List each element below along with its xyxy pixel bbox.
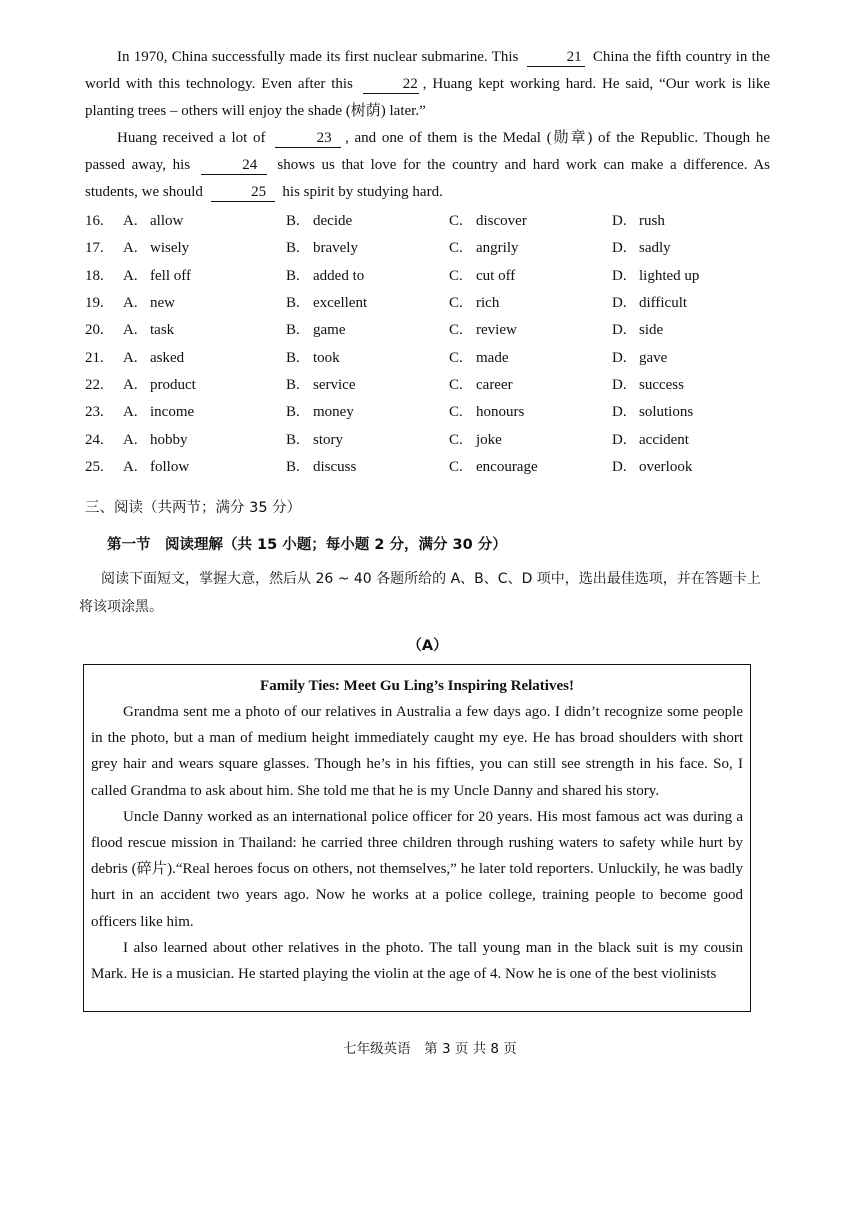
options-list xyxy=(85,208,770,481)
option-c[interactable]: C. made xyxy=(449,349,509,366)
cloze-text: China the fifth country in the world with this technology. Even after this xyxy=(85,49,771,92)
option-b[interactable]: B. money xyxy=(286,404,354,421)
option-b[interactable]: B. bravely xyxy=(286,240,358,257)
subsection-title xyxy=(107,532,770,559)
option-c[interactable]: C. joke xyxy=(449,431,502,448)
option-b[interactable]: B. added to xyxy=(286,267,365,284)
question-row-19 xyxy=(85,290,770,317)
option-d[interactable]: D. rush xyxy=(612,213,665,230)
blank-22: 22 xyxy=(363,75,419,94)
option-c[interactable]: C. review xyxy=(449,322,517,339)
option-d[interactable]: D. overlook xyxy=(612,458,693,475)
passage-paragraph-2: Uncle Danny worked as an international police officer for 20 years. His most famous act was during a flood rescue mission in Thailand: he carried three children through rushing waters to safety while hurt by debris (碎片).“Real heroes focus on others, not themselves,” he later told reporters. Unluckily, he was badly hurt in an accident two years ago. Now he works at a police college, training people to become good officers like him. xyxy=(91,808,743,930)
question-number: 16. xyxy=(85,213,104,230)
question-number: 23. xyxy=(85,404,104,421)
option-b[interactable]: B. discuss xyxy=(286,458,357,475)
cloze-text: Huang received a lot of xyxy=(117,130,266,146)
option-c[interactable]: C. angrily xyxy=(449,240,519,257)
option-a[interactable]: A. wisely xyxy=(123,240,190,257)
cloze-text: , and one of them is the Medal (勋章) of the Republic. Though he passed away, his xyxy=(85,130,770,173)
option-a[interactable]: A. hobby xyxy=(123,431,188,448)
question-row-16 xyxy=(85,208,770,235)
passage-label: （A） xyxy=(407,637,448,654)
option-b[interactable]: B. service xyxy=(286,376,356,393)
option-c[interactable]: C. discover xyxy=(449,213,527,230)
passage-paragraph-3: I also learned about other relatives in the photo. The tall young man in the black suit is my cousin Mark. He is a musician. He started playing the violin at the age of 4. Now he is one of the best violinists xyxy=(91,939,743,983)
option-d[interactable]: D. accident xyxy=(612,431,689,448)
passage-title: Family Ties: Meet Gu Ling’s Inspiring Relatives! xyxy=(260,678,574,694)
question-number: 20. xyxy=(85,322,104,339)
question-number: 19. xyxy=(85,295,104,312)
option-c[interactable]: C. honours xyxy=(449,404,525,421)
blank-24: 24 xyxy=(201,156,267,175)
option-a[interactable]: A. fell off xyxy=(123,267,191,284)
option-a[interactable]: A. product xyxy=(123,376,196,393)
reading-instruction: 阅读下面短文，掌握大意，然后从 26 ~ 40 各题所给的 A、B、C、D 项中，选出最佳选项，并在答题卡上将该项涂黑。 xyxy=(79,570,761,615)
question-row-17 xyxy=(85,235,770,262)
cloze-text: In 1970, China successfully made its first nuclear submarine. This xyxy=(117,49,519,65)
option-d[interactable]: D. side xyxy=(612,322,664,339)
question-number: 17. xyxy=(85,240,104,257)
subsection-name: 第一节 阅读理解 xyxy=(107,536,223,553)
option-d[interactable]: D. gave xyxy=(612,349,668,366)
passage-box xyxy=(83,664,751,1012)
option-b[interactable]: B. took xyxy=(286,349,340,366)
option-d[interactable]: D. lighted up xyxy=(612,267,700,284)
option-d[interactable]: D. success xyxy=(612,376,684,393)
option-a[interactable]: A. income xyxy=(123,404,195,421)
option-b[interactable]: B. game xyxy=(286,322,346,339)
cloze-text: his spirit by studying hard. xyxy=(282,184,443,200)
option-c[interactable]: C. career xyxy=(449,376,513,393)
question-row-24 xyxy=(85,426,770,453)
option-d[interactable]: D. solutions xyxy=(612,404,694,421)
question-number: 21. xyxy=(85,349,104,366)
page-footer: 七年级英语 第 3 页 共 8 页 xyxy=(343,1041,517,1057)
question-row-23 xyxy=(85,399,770,426)
blank-21: 21 xyxy=(527,48,585,67)
section-title: 三、阅读（共两节；满分 35 分） xyxy=(85,499,302,516)
passage-paragraph-1: Grandma sent me a photo of our relatives in Australia a few days ago. I didn’t recognize some people in the photo, but a man of medium height immediately caught my eye. He has broad shoulders with short grey hair and wears square glasses. Though he’s in his fifties, you can still see strength in his face. So, I called Grandma to ask about him. She told me that he is my Uncle Danny and shared his story. xyxy=(91,704,743,799)
cloze-paragraph-2 xyxy=(85,125,770,206)
option-c[interactable]: C. rich xyxy=(449,295,500,312)
question-number: 18. xyxy=(85,267,104,284)
question-number: 24. xyxy=(85,431,104,448)
option-b[interactable]: B. decide xyxy=(286,213,353,230)
cloze-paragraph-1 xyxy=(85,44,770,125)
option-c[interactable]: C. encourage xyxy=(449,458,538,475)
option-a[interactable]: A. new xyxy=(123,295,175,312)
option-b[interactable]: B. excellent xyxy=(286,295,368,312)
option-a[interactable]: A. asked xyxy=(123,349,185,366)
option-d[interactable]: D. sadly xyxy=(612,240,671,257)
blank-25: 25 xyxy=(211,183,275,202)
option-c[interactable]: C. cut off xyxy=(449,267,516,284)
question-row-25 xyxy=(85,454,770,481)
exam-page xyxy=(79,44,771,660)
question-number: 25. xyxy=(85,458,104,475)
subsection-scoring: （共 15 小题；每小题 2 分，满分 30 分） xyxy=(223,536,507,553)
question-row-22 xyxy=(85,372,770,399)
blank-23: 23 xyxy=(275,129,341,148)
question-row-20 xyxy=(85,317,770,344)
cloze-text: shows us that love for the country and hard work can make a difference. As students, we should xyxy=(85,157,771,200)
question-row-21 xyxy=(85,344,770,371)
option-b[interactable]: B. story xyxy=(286,431,343,448)
option-d[interactable]: D. difficult xyxy=(612,295,688,312)
option-a[interactable]: A. follow xyxy=(123,458,190,475)
option-a[interactable]: A. task xyxy=(123,322,175,339)
question-row-18 xyxy=(85,263,770,290)
question-number: 22. xyxy=(85,376,104,393)
option-a[interactable]: A. allow xyxy=(123,213,184,230)
cloze-text: , Huang kept working hard. He said, “Our work is like planting trees – others will enjoy the shade (树荫) later.” xyxy=(85,76,770,119)
